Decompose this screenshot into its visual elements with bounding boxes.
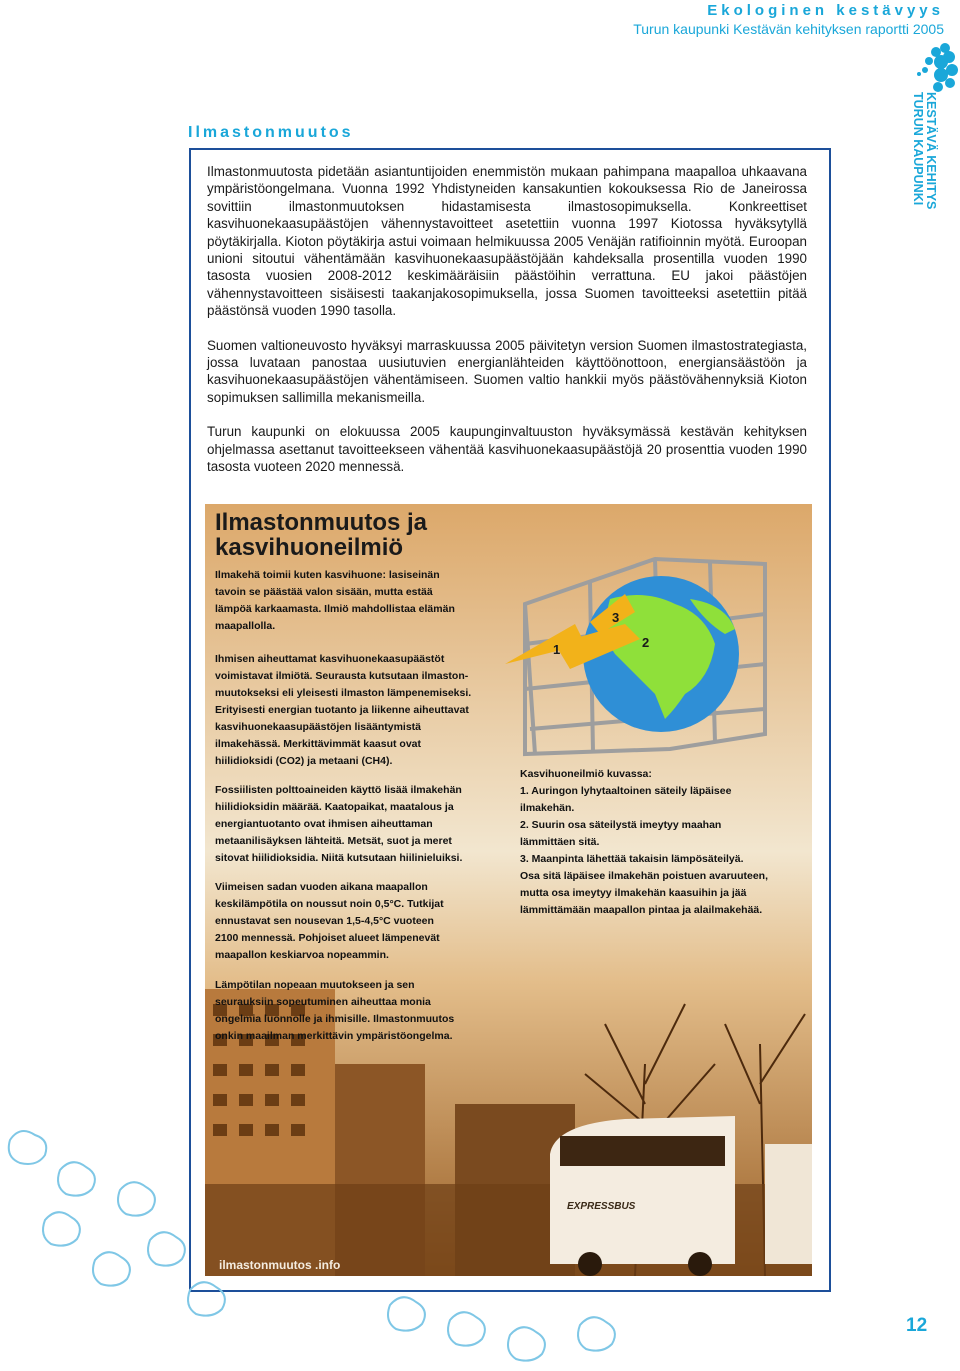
inset-footer: ilmastonmuutos .info <box>219 1258 341 1272</box>
header-title: Ekologinen kestävyys <box>707 2 944 19</box>
legend-line: lämmittämään maapallon pintaa ja alailmakehää. <box>520 904 763 916</box>
legend-line: Osa sitä läpäisee ilmakehän poistuen avaruuteen, <box>520 870 769 882</box>
leaf-doodles-icon <box>0 1120 260 1371</box>
info-line: ilmakehässä. Merkittävimmät kaasut ovat <box>215 738 422 750</box>
info-line: Viimeisen sadan vuoden aikana maapallon <box>215 881 428 893</box>
info-line: Lämpötilan nopeaan muutokseen ja sen <box>215 979 415 991</box>
info-line: sitovat hiilidioksidia. Niitä kutsutaan hiilinieluiksi. <box>215 852 463 864</box>
legend-line: 3. Maanpinta lähettää takaisin lämpösäteilyä. <box>520 853 744 865</box>
info-line: maapallon keskiarvoa nopeammin. <box>215 949 389 961</box>
body-text <box>207 163 807 493</box>
info-line: hiilidioksidi (CO2) ja metaani (CH4). <box>215 755 393 767</box>
info-line: hiilidioksidin määrää. Kaatopaikat, maatalous ja <box>215 801 454 813</box>
greenhouse-infographic <box>205 504 812 1276</box>
inset-title: kasvihuoneilmiö <box>215 534 404 561</box>
info-line: Erityisesti energian tuotanto ja liikenne aiheuttavat <box>215 704 469 716</box>
info-line: Ilmakehä toimii kuten kasvihuone: lasiseinän <box>215 569 440 581</box>
info-line: kasvihuonekaasupäästöjen lisääntymistä <box>215 721 422 733</box>
info-line: voimistavat ilmiötä. Seurausta kutsutaan ilmaston- <box>215 670 469 682</box>
logo-tree-icon <box>905 40 960 100</box>
info-line: ongelmia luonnolle ja ihmisille. Ilmastonmuutos <box>215 1013 455 1025</box>
page-number: 12 <box>906 1315 928 1336</box>
legend-line: lämmittäen sitä. <box>520 836 600 848</box>
section-title: Ilmastonmuutos <box>188 124 354 141</box>
info-line: onkin maailman merkittävin ympäristöongelma. <box>215 1030 453 1042</box>
bus <box>550 1116 735 1276</box>
info-line: Fossiilisten polttoaineiden käyttö lisää ilmakehän <box>215 784 462 796</box>
logo-line2: TURUN KAUPUNKI <box>911 92 925 206</box>
legend-line: ilmakehän. <box>520 802 575 814</box>
marker-1: 1 <box>553 642 561 657</box>
info-line: Ihmisen aiheuttamat kasvihuonekaasupäästöt <box>215 653 445 665</box>
info-line: tavoin se päästää valon sisään, mutta estää <box>215 586 433 598</box>
leaf-doodles-icon <box>380 1290 680 1371</box>
info-line: muutokseksi eli yleisesti ilmaston lämpenemiseksi. <box>215 687 472 699</box>
legend-line: mutta osa imeytyy ilmakehän kaasuihin ja jää <box>520 887 747 899</box>
bus-label: EXPRESSBUS <box>567 1201 636 1212</box>
info-line: 2100 mennessä. Pohjoiset alueet lämpenevät <box>215 932 440 944</box>
legend-line: 2. Suurin osa säteilystä imeytyy maahan <box>520 819 722 831</box>
marker-2: 2 <box>642 635 650 650</box>
info-line: ennustavat sen nousevan 1,5-4,5°C vuoteen <box>215 915 434 927</box>
logo-line1: KESTÄVÄ KEHITYS <box>924 92 938 210</box>
info-line: lämpöä karkaamasta. Ilmiö mahdollistaa elämän <box>215 603 455 615</box>
info-line: maapallolla. <box>215 620 276 632</box>
logo-text <box>908 92 938 242</box>
info-line: energiantuotanto ovat ihmisen aiheuttaman <box>215 818 433 830</box>
paragraph: Turun kaupunki on elokuussa 2005 kaupunginvaltuuston hyväksymässä kestävän kehityksen ohjelmassa asettanut tavoitteekseen vähentää kasvihuonekaasupäästöjä 20 prosenttia vuoden 1990 tasosta vuoteen 2020 mennessä. <box>207 424 807 475</box>
info-line: seurauksiin sopeutuminen aiheuttaa monia <box>215 996 431 1008</box>
marker-3: 3 <box>612 610 620 625</box>
paragraph: Suomen valtioneuvosto hyväksyi marraskuussa 2005 päivitetyn version Suomen ilmastostrategiasta, jossa luvataan panostaa uusiutuvien energianlähteiden käyttöönottoon, energiansäästöön ja kasvihuonekaasupäästöjen vähentämiseen. Suomen valtio hankkii myös päästövähennyksiä Kioton sopimuksen sallimilla mekanismeilla. <box>207 337 807 405</box>
legend-line: 1. Auringon lyhytaaltoinen säteily läpäisee <box>520 785 732 797</box>
inset-title: Ilmastonmuutos ja <box>215 509 428 536</box>
paragraph: Ilmastonmuutosta pidetään asiantuntijoiden enemmistön mukaan pahimpana maapalloa uhkaavana ympäristöongelmana. Vuonna 1992 Yhdistyneiden kansakuntien kokouksessa Rio de Janeirossa sovittiin ilmastonmuutoksen hidastamisesta ilmastosopimuksella. Konkreettiset kasvihuonekaasupäästöjen vähennystavoitteet asetettiin vuonna 1997 Kiotossa hyväksytyllä pöytäkirjalla. Kioton pöytäkirja astui voimaan helmikuussa 2005 Venäjän ratifioinnin myötä. Euroopan unioni sitoutui vähentämään kasvihuonekaasupäästöjään kahdeksalla prosentilla vuoden 1990 tasosta vuosien 2008-2012 keskimääräisiin päästöihin verrattuna. EU jakoi päästöjen vähennystavoitteen sisäisesti taakanjakosopimuksella, jossa Suomen tavoitteeksi asetettiin pitää päästönsä vuoden 1990 tasolla. <box>207 164 807 319</box>
legend-title: Kasvihuoneilmiö kuvassa: <box>520 768 652 780</box>
info-line: keskilämpötila on noussut noin 0,5°C. Tutkijat <box>215 898 444 910</box>
info-line: metaanilisäyksen lähteitä. Metsät, suot ja meret <box>215 835 452 847</box>
header-subtitle: Turun kaupunki Kestävän kehityksen raportti 2005 <box>633 21 944 37</box>
